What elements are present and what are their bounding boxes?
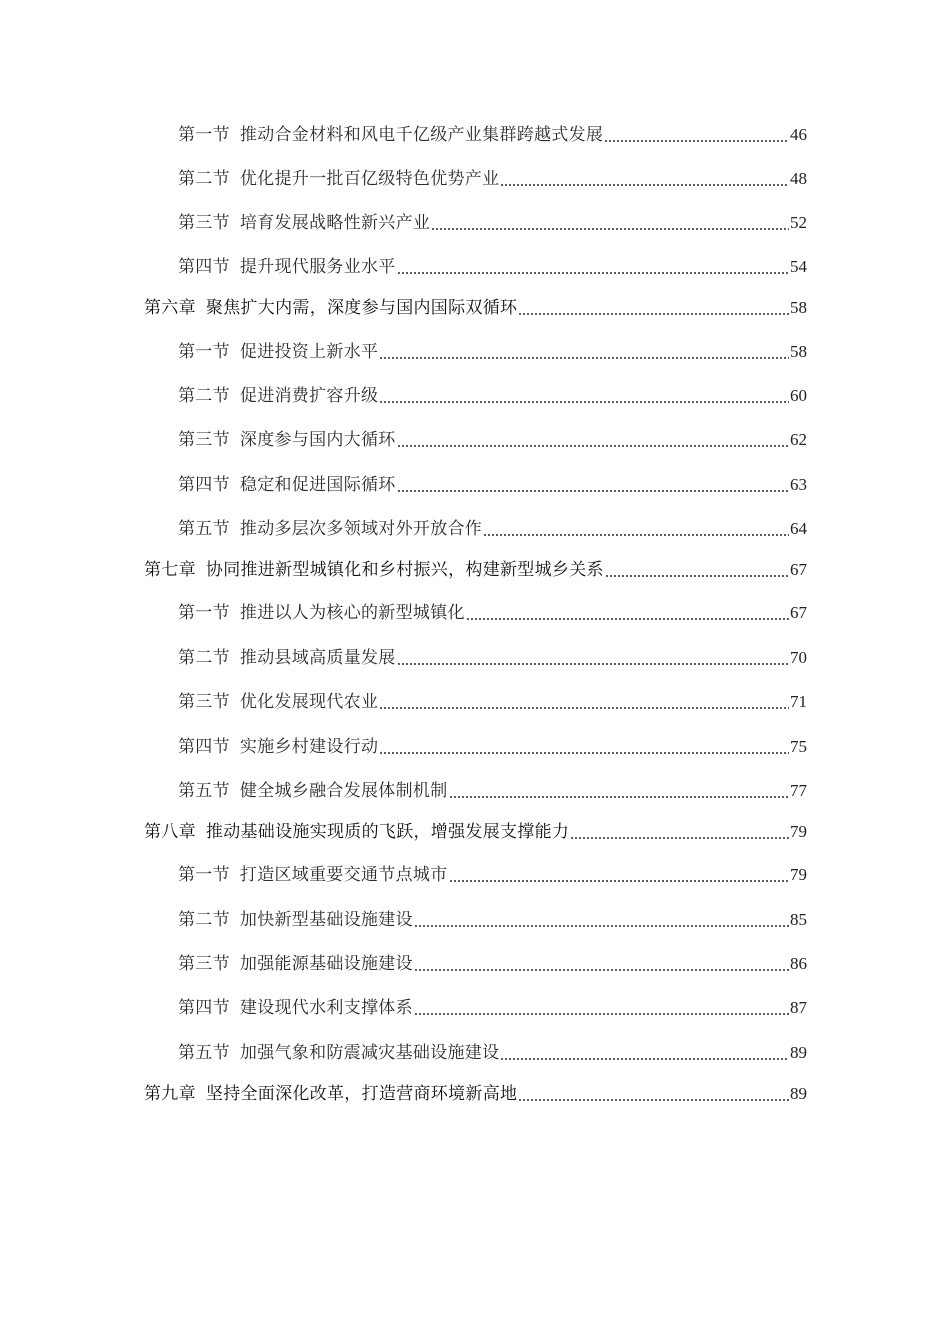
dot-leader bbox=[414, 912, 789, 928]
toc-page-number: 58 bbox=[790, 342, 807, 361]
toc-entry-number: 第四节 bbox=[178, 737, 230, 757]
toc-entry-title: 加强能源基础设施建设 bbox=[239, 954, 413, 974]
toc-page-number: 67 bbox=[790, 603, 807, 622]
toc-entry-section[interactable] bbox=[144, 164, 807, 190]
toc-page-number: 70 bbox=[790, 648, 807, 667]
dot-leader bbox=[379, 739, 789, 755]
toc-page-number: 52 bbox=[790, 213, 807, 232]
toc-entry-number: 第三节 bbox=[178, 430, 230, 450]
toc-entry-title: 协同推进新型城镇化和乡村振兴，构建新型城乡关系 bbox=[205, 560, 604, 580]
toc-page-number: 58 bbox=[790, 298, 807, 317]
toc-entry-number: 第一节 bbox=[178, 342, 230, 362]
dot-leader bbox=[518, 1086, 789, 1102]
toc-entry-title: 深度参与国内大循环 bbox=[239, 430, 396, 450]
toc-entry-title: 优化发展现代农业 bbox=[239, 692, 379, 712]
toc-entry-number: 第三节 bbox=[178, 954, 230, 974]
toc-entry-label bbox=[144, 474, 396, 496]
toc-entry-title: 实施乡村建设行动 bbox=[239, 737, 379, 757]
dot-leader bbox=[500, 1045, 789, 1061]
toc-entry-label bbox=[144, 385, 378, 407]
dot-leader bbox=[570, 824, 789, 840]
toc-entry-section[interactable] bbox=[144, 1038, 807, 1064]
toc-entry-label bbox=[144, 429, 396, 451]
toc-page-number: 89 bbox=[790, 1084, 807, 1103]
toc-entry-number: 第六章 bbox=[144, 298, 196, 318]
toc-entry-title: 推动基础设施实现质的飞跃，增强发展支撑能力 bbox=[205, 822, 570, 842]
toc-entry-number: 第一节 bbox=[178, 125, 230, 145]
toc-entry-label bbox=[144, 212, 430, 234]
toc-page-number: 75 bbox=[790, 737, 807, 756]
toc-entry-number: 第三节 bbox=[178, 213, 230, 233]
toc-entry-title: 打造区域重要交通节点城市 bbox=[239, 865, 448, 885]
dot-leader bbox=[466, 605, 789, 621]
toc-entry-section[interactable] bbox=[144, 949, 807, 975]
toc-page-number: 67 bbox=[790, 560, 807, 579]
toc-entry-section[interactable] bbox=[144, 860, 807, 886]
toc-page-number: 87 bbox=[790, 998, 807, 1017]
dot-leader bbox=[379, 694, 789, 710]
dot-leader bbox=[397, 259, 789, 275]
dot-leader bbox=[604, 127, 789, 143]
toc-page-number: 60 bbox=[790, 386, 807, 405]
toc-page-number: 77 bbox=[790, 781, 807, 800]
toc-entry-label bbox=[144, 909, 413, 931]
toc-entry-section[interactable] bbox=[144, 598, 807, 624]
toc-entry-label bbox=[144, 168, 499, 190]
toc-entry-number: 第七章 bbox=[144, 560, 196, 580]
dot-leader bbox=[397, 477, 789, 493]
dot-leader bbox=[518, 300, 789, 316]
toc-entry-number: 第二节 bbox=[178, 648, 230, 668]
toc-entry-title: 推进以人为核心的新型城镇化 bbox=[239, 603, 465, 623]
toc-entry-section[interactable] bbox=[144, 776, 807, 802]
toc-entry-label bbox=[144, 1042, 499, 1064]
toc-entry-label bbox=[144, 647, 396, 669]
toc-entry-label bbox=[144, 736, 378, 758]
toc-page-number: 64 bbox=[790, 519, 807, 538]
toc-entry-number: 第二节 bbox=[178, 386, 230, 406]
dot-leader bbox=[483, 521, 789, 537]
toc-entry-label bbox=[144, 602, 465, 624]
dot-leader bbox=[397, 432, 789, 448]
toc-page-number: 89 bbox=[790, 1043, 807, 1062]
dot-leader bbox=[414, 1000, 789, 1016]
toc-entry-label bbox=[144, 518, 482, 540]
toc-entry-number: 第五节 bbox=[178, 519, 230, 539]
toc-entry-title: 提升现代服务业水平 bbox=[239, 257, 396, 277]
toc-entry-title: 培育发展战略性新兴产业 bbox=[239, 213, 431, 233]
toc-entry-label bbox=[144, 953, 413, 975]
toc-page-number: 46 bbox=[790, 125, 807, 144]
toc-entry-number: 第五节 bbox=[178, 1043, 230, 1063]
toc-entry-title: 建设现代水利支撑体系 bbox=[239, 998, 413, 1018]
toc-entry-number: 第四节 bbox=[178, 998, 230, 1018]
toc-entry-number: 第八章 bbox=[144, 822, 196, 842]
dot-leader bbox=[397, 650, 789, 666]
toc-entry-number: 第一节 bbox=[178, 865, 230, 885]
dot-leader bbox=[449, 783, 789, 799]
toc-entry-section[interactable] bbox=[144, 337, 807, 363]
toc-entry-number: 第九章 bbox=[144, 1084, 196, 1104]
toc-entry-label bbox=[144, 297, 517, 319]
toc-entry-section[interactable] bbox=[144, 905, 807, 931]
toc-entry-label bbox=[144, 997, 413, 1019]
toc-entry-label bbox=[144, 821, 569, 843]
toc-entry-label bbox=[144, 691, 378, 713]
toc-entry-section[interactable] bbox=[144, 514, 807, 540]
toc-entry-title: 稳定和促进国际循环 bbox=[239, 475, 396, 495]
toc-entry-title: 促进投资上新水平 bbox=[239, 342, 379, 362]
toc-entry-title: 加强气象和防震减灾基础设施建设 bbox=[239, 1043, 500, 1063]
toc-entry-number: 第四节 bbox=[178, 475, 230, 495]
toc-entry-number: 第四节 bbox=[178, 257, 230, 277]
toc-entry-section[interactable] bbox=[144, 732, 807, 758]
toc-entry-title: 健全城乡融合发展体制机制 bbox=[239, 781, 448, 801]
toc-page-number: 71 bbox=[790, 692, 807, 711]
toc-page-number: 62 bbox=[790, 430, 807, 449]
toc-entry-chapter[interactable] bbox=[144, 555, 807, 581]
dot-leader bbox=[414, 956, 789, 972]
toc-entry-number: 第二节 bbox=[178, 910, 230, 930]
toc-entry-title: 优化提升一批百亿级特色优势产业 bbox=[239, 169, 500, 189]
toc-entry-label bbox=[144, 780, 448, 802]
toc-entry-section[interactable] bbox=[144, 120, 807, 146]
toc-entry-section[interactable] bbox=[144, 208, 807, 234]
dot-leader bbox=[379, 388, 789, 404]
toc-entry-label bbox=[144, 256, 396, 278]
dot-leader bbox=[449, 867, 789, 883]
toc-page-number: 86 bbox=[790, 954, 807, 973]
toc-entry-title: 推动合金材料和风电千亿级产业集群跨越式发展 bbox=[239, 125, 604, 145]
toc-entry-label bbox=[144, 1083, 517, 1105]
toc-entry-section[interactable] bbox=[144, 687, 807, 713]
toc-entry-number: 第三节 bbox=[178, 692, 230, 712]
toc-entry-section[interactable] bbox=[144, 993, 807, 1019]
toc-entry-label bbox=[144, 864, 448, 886]
toc-page-number: 79 bbox=[790, 865, 807, 884]
toc-entry-chapter[interactable] bbox=[144, 817, 807, 843]
toc-entry-section[interactable] bbox=[144, 381, 807, 407]
toc-entry-number: 第五节 bbox=[178, 781, 230, 801]
toc-entry-chapter[interactable] bbox=[144, 293, 807, 319]
toc-page-number: 63 bbox=[790, 475, 807, 494]
toc-entry-number: 第二节 bbox=[178, 169, 230, 189]
toc-entry-title: 加快新型基础设施建设 bbox=[239, 910, 413, 930]
dot-leader bbox=[605, 562, 789, 578]
toc-entry-title: 坚持全面深化改革，打造营商环境新高地 bbox=[205, 1084, 518, 1104]
toc-entry-title: 推动多层次多领域对外开放合作 bbox=[239, 519, 483, 539]
toc-entry-title: 推动县域高质量发展 bbox=[239, 648, 396, 668]
toc-entry-title: 促进消费扩容升级 bbox=[239, 386, 379, 406]
dot-leader bbox=[500, 171, 789, 187]
toc-page-number: 54 bbox=[790, 257, 807, 276]
toc-entry-chapter[interactable] bbox=[144, 1079, 807, 1105]
toc-entry-label bbox=[144, 559, 604, 581]
toc-page-number: 79 bbox=[790, 822, 807, 841]
dot-leader bbox=[431, 215, 789, 231]
toc-entry-section[interactable] bbox=[144, 252, 807, 278]
toc-entry-label bbox=[144, 124, 603, 146]
toc-entry-title: 聚焦扩大内需，深度参与国内国际双循环 bbox=[205, 298, 518, 318]
toc-entry-label bbox=[144, 341, 378, 363]
toc-entry-section[interactable] bbox=[144, 425, 807, 451]
toc-entry-section[interactable] bbox=[144, 470, 807, 496]
dot-leader bbox=[379, 344, 789, 360]
toc-page-number: 85 bbox=[790, 910, 807, 929]
toc-page-number: 48 bbox=[790, 169, 807, 188]
toc-entry-section[interactable] bbox=[144, 643, 807, 669]
toc-entry-number: 第一节 bbox=[178, 603, 230, 623]
